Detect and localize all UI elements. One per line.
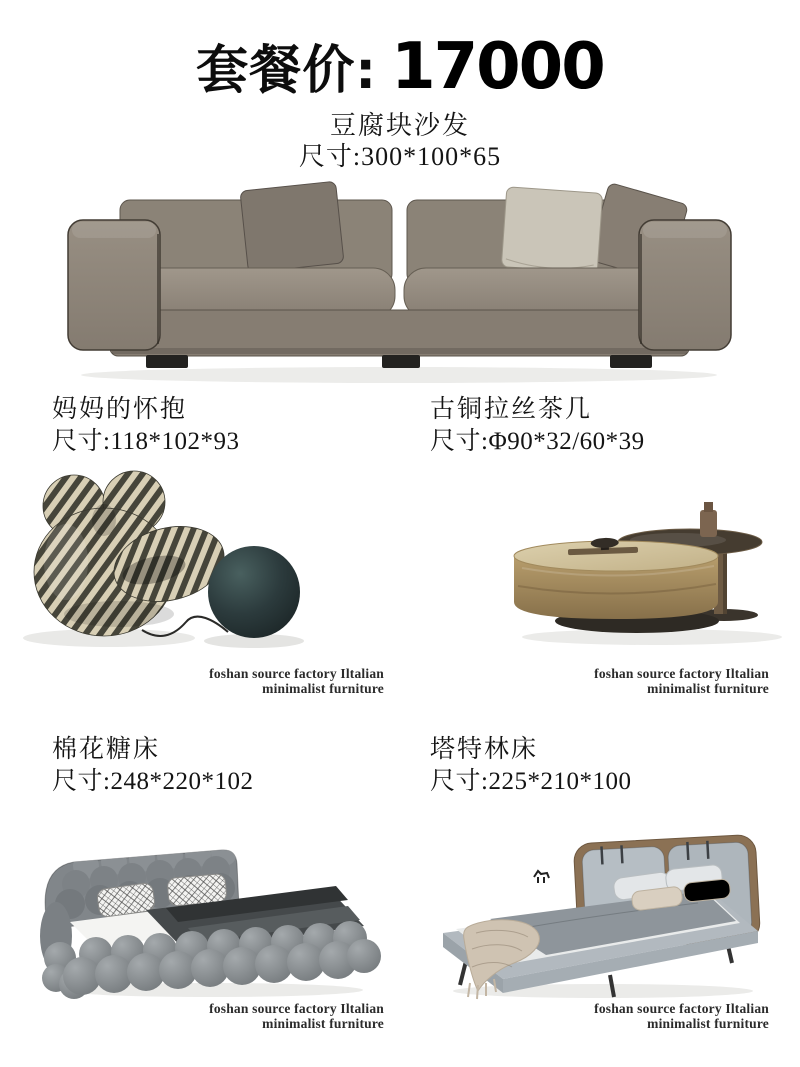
pillow-light bbox=[501, 187, 602, 274]
vase bbox=[700, 502, 717, 537]
product-size-coffee-table: 尺寸:Φ90*32/60*39 bbox=[430, 428, 645, 455]
ball-ottoman bbox=[208, 546, 300, 638]
sofa-arm-right bbox=[639, 220, 731, 350]
product-name-sofa: 豆腐块沙发 bbox=[329, 111, 470, 140]
watermark: foshan source factory Iltalian minimalist furniture bbox=[594, 666, 769, 696]
sofa-arm-left bbox=[68, 220, 160, 350]
coffee-table-photo bbox=[492, 498, 784, 648]
package-price-value: 17000 bbox=[391, 30, 604, 104]
product-size-chair: 尺寸:118*102*93 bbox=[52, 428, 240, 455]
marshmallow-bed-photo bbox=[26, 838, 388, 1000]
product-size-sofa: 尺寸:300*100*65 bbox=[298, 142, 502, 171]
product-name-coffee-table: 古铜拉丝茶几 bbox=[430, 396, 593, 423]
chair-photo bbox=[14, 462, 306, 650]
sofa-photo bbox=[52, 172, 747, 387]
watermark: foshan source factory Iltalian minimalist furniture bbox=[209, 1001, 384, 1031]
watermark: foshan source factory Iltalian minimalist furniture bbox=[594, 1001, 769, 1031]
watermark: foshan source factory Iltalian minimalist furniture bbox=[209, 666, 384, 696]
product-size-marshmallow-bed: 尺寸:248*220*102 bbox=[52, 768, 254, 795]
product-name-marshmallow-bed: 棉花糖床 bbox=[52, 736, 161, 763]
tatlin-bed-photo bbox=[418, 833, 770, 1001]
package-price-label: 套餐价: bbox=[196, 41, 378, 101]
sofa-shadow bbox=[81, 367, 717, 383]
pillow-dark bbox=[240, 181, 344, 273]
package-price-heading bbox=[0, 28, 800, 104]
dog-figurine bbox=[534, 871, 549, 883]
product-name-chair: 妈妈的怀抱 bbox=[52, 396, 188, 423]
product-size-tatlin-bed: 尺寸:225*210*100 bbox=[430, 768, 632, 795]
product-name-tatlin-bed: 塔特林床 bbox=[430, 736, 539, 763]
drum-table bbox=[514, 537, 719, 633]
